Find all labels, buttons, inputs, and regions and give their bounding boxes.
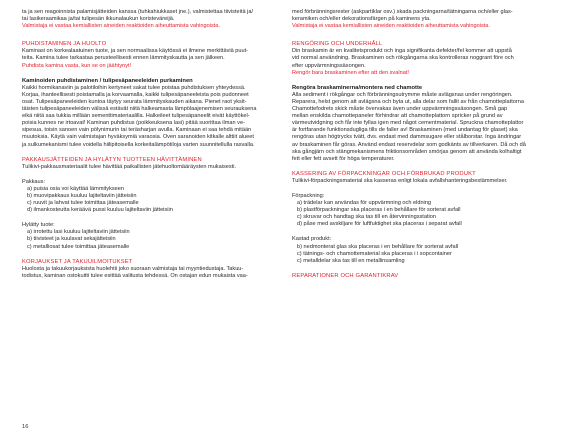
packaging-intro: Tulikivi-pakkausmateriaalit tulee hävittää paikallisten jätehuoltomääräysten mukaisesti. bbox=[22, 163, 237, 170]
repairs-heading: REPARATIONER OCH GARANTIKRAV bbox=[292, 272, 399, 279]
packing-list bbox=[22, 186, 282, 214]
list-item: d) ilmankosteutta keräävä pussi kuuluu lajiteltaviin jätteisiin bbox=[27, 207, 173, 214]
stove-text-line: rengöras utan högtrycks tvätt, dvs. endast med dammsugare eller stålborstar. Inga ändringar bbox=[292, 134, 522, 141]
list-item: a) puisia osia voi käyttää lämmitykseen bbox=[27, 185, 125, 192]
list-item: b) nedmonterat glas ska placeras i en behållare för sorterat avfall bbox=[297, 243, 459, 250]
cleaning-text-line: vid normal användning. Braskaminen och rökgångarna ska kontrolleras noggrant före och bbox=[292, 55, 514, 62]
cleaning-text-line: teita. Kamina tulee tarkastaa perusteellisesti ennen lämmityskautta ja sen jälkeen. bbox=[22, 55, 225, 62]
stove-text-line: ja sulkumekanismi tulee voidella hiilipitoisella korkeitalämpötiloja varten suunnitellulla rasvalla. bbox=[22, 141, 255, 148]
stove-text-line: eikä niitä saa tukkia millään sementtimateriaalilla. Halkeileet tulipesäpaneelit eivät käyttökel- bbox=[22, 113, 250, 120]
finnish-column bbox=[22, 9, 282, 280]
stove-text-line: Reparera, helst genom att avlägsna och byta ut, alla delar som fallit av från chamotteplattorna bbox=[292, 98, 524, 105]
list-item: c) ruuvit ja lahvat tulee toimittaa jäteasemalle bbox=[27, 200, 139, 207]
stove-text-line: ska gångjärn och stängmekanismens friktionsområden smörjas genom att använda kolhaltigt bbox=[292, 148, 522, 155]
packaging-intro: Tulikivi-förpackningsmaterial ska kasseras enligt lokala avfallshanteringsbestämmelser. bbox=[292, 177, 508, 184]
intro-warning: Valmistaja ei vastaa kemiallisten aineiden reaktioiden aiheuttamista vahingoista. bbox=[292, 23, 490, 30]
stove-text-line: sipesua, toisin sanoen vain pölynimurin tai teräsharjan avulla. Kaminaan ei saa tehdä mitään bbox=[22, 127, 252, 134]
stove-text-line: av braskaminen får göras. Använd endast reservdelar som godkänts av tillverkaren. Då och då bbox=[292, 141, 526, 148]
stove-text-line: osat. Tulipesäpaneeleiden kuntoa täytyy seurata lämmityskauden aikana. Pienet raot yksit- bbox=[22, 98, 247, 105]
stove-text-line: muutoksia. Käytä vain valmistajan hyväksymiä varaosia. Oven saranoiden kitkalle alttiit alueet bbox=[22, 134, 254, 141]
rejected-list bbox=[292, 244, 554, 265]
list-item: c) metalliosat tulee toimittaa jäteasemalle bbox=[27, 243, 130, 250]
list-item: a) irrotettu lasi kuuluu lajiteltaviin jätteisiin bbox=[27, 229, 130, 236]
cleaning-text-line: Kaminasi on korkealaatuinen tuote, ja sen normaalissa käytössä ei ilmene merkittäviä puut- bbox=[22, 48, 249, 55]
packing-list bbox=[292, 200, 554, 228]
cleaning-heading: PUHDISTAMINEN JA HUOLTO bbox=[22, 41, 107, 48]
list-item: b) tiivisteet ja kuulavat sekajätteisiin bbox=[27, 236, 116, 243]
cleaning-warning: Rengör bara braskaminen efter att den svalnat! bbox=[292, 69, 409, 76]
stove-text-line: fett eller fett avsett för höga temperaturer. bbox=[292, 155, 395, 162]
list-item: b) muovipakkaus kuuluu lajiteltaviin jätteisiin bbox=[27, 192, 137, 199]
list-item: c) tätnings- och chamottematerial ska placeras i i sopcontainer bbox=[297, 250, 452, 257]
packaging-heading: PAKKAUSJÄTTEIDEN JA HYLÄTYN TUOTTEEN HÄVITTÄMINEN bbox=[22, 156, 202, 163]
list-item: b) plastförpackningar ska placeras i en behållare för sorterat avfall bbox=[297, 207, 461, 214]
page-number: 16 bbox=[22, 424, 29, 430]
packing-label: Förpackning: bbox=[292, 192, 325, 199]
swedish-column bbox=[292, 9, 554, 280]
list-item: a) trädelar kan användas för uppvärmning och eldning bbox=[297, 200, 432, 207]
list-item: d) påse med avskiljare för luftfuktighet ska placeras i separat avfall bbox=[297, 221, 462, 228]
intro-line: tai lasikeraamikaa ja/tai tulipesän ikkunalaukun koristeväreijä. bbox=[22, 16, 175, 23]
intro-line: med förbränningsrester (askpartiklar osv.) skada packningarna/tätningarna och/eller glas- bbox=[292, 9, 513, 15]
stove-text-line: värmeutvidgning och får inte fyllas igen med något cementmaterial. Spruckna chamotteplattor bbox=[292, 120, 524, 127]
stove-text-line: Chamottefodrets skick måste övervakas även under uppvärmningssäsongen. Små gap bbox=[292, 106, 508, 113]
stove-text-line: Korjaa, ihanteellisesti poistamalla ja korvaamalla, kaikki tulipesäpaneeleista pois pudonneet bbox=[22, 91, 249, 98]
stove-heading: Rengöra braskaminerna/montera ned chamotte bbox=[292, 84, 423, 91]
intro-line: keramiken och/eller dekorationsfärgen på kaminens yta. bbox=[292, 16, 431, 23]
repairs-text-line: todistus, kaminan ostokuitti tulee esittää valitusta tehdessä. On ostajan edun mukaista vaa- bbox=[22, 272, 248, 279]
intro-warning: Valmistaja ei vastaa kemiallisten aineiden reaktioiden aiheuttamista vahingoista. bbox=[22, 23, 220, 30]
cleaning-text-line: Din braskamin är en kvalitetsprodukt och inga signifikanta defekter/fel kommer att uppstå bbox=[292, 48, 512, 55]
cleaning-text-line: efter uppvärmningssäsongen. bbox=[292, 62, 366, 69]
stove-heading: Kaminoiden puhdistaminen / tulipesäpaneeleiden purkaminen bbox=[22, 77, 193, 84]
list-item: c) skruvar och handtag ska tas till en återvinningsstation bbox=[297, 214, 436, 221]
rejected-list bbox=[22, 229, 282, 250]
rejected-label: Kastad produkt: bbox=[292, 236, 332, 243]
repairs-heading: KORJAUKSET JA TAKUUILMOITUKSET bbox=[22, 258, 133, 265]
stove-text-line: Alla sediment i rökgångar och förbränningsutrymme måste avlägsnas under rengöringen. bbox=[292, 91, 513, 98]
stove-text-line: täisten tulipesäpaneeleiden välissä estävät niitä halkeamasta lämpölaajenemisen seurauksena bbox=[22, 106, 257, 113]
cleaning-heading: RENGÖRING OCH UNDERHÅLL bbox=[292, 41, 383, 48]
stove-text-line: poisia kunnes ne irtoavat! Kaminan puhdistus (poikkeuksena lasi) pitää suorittaa ilman ve- bbox=[22, 120, 245, 127]
rejected-label: Hylätty tuote: bbox=[22, 222, 55, 229]
repairs-text-line: Huolosta ja takuukorjauksista huolehtii joko suoraan valmistaja tai myyntiedustaja. Takuu- bbox=[22, 265, 244, 272]
packing-label: Pakkaus: bbox=[22, 178, 46, 185]
stove-text-line: Kaikki hormikanaviin ja palotiloihin kertyneet sakat tulee poistaa puhdistuksen yhteydessä. bbox=[22, 84, 246, 91]
cleaning-warning: Puhdista kamina vasta, kun se on jäähtynyt! bbox=[22, 62, 132, 69]
stove-text-line: mellan enskilda chamottepaneler förhindrar att chamotteplattorn spricker på grund av bbox=[292, 113, 503, 120]
packaging-heading: KASSERING AV FÖRPACKNINGAR OCH FÖRBRUKAD PRODUKT bbox=[292, 170, 476, 177]
list-item: c) metalldelar ska tas till en metallinsamling bbox=[297, 257, 405, 264]
stove-text-line: är fortfarande funktionsdugliga tills de faller av! Braskaminen (med undantag för glaset) ska bbox=[292, 127, 518, 134]
intro-line: ta ja sen reagoinnista palamisjätteiden kanssa (tuhkahiukkaset jne.), valmistettaa tiivisteitä ja/ bbox=[22, 9, 254, 15]
